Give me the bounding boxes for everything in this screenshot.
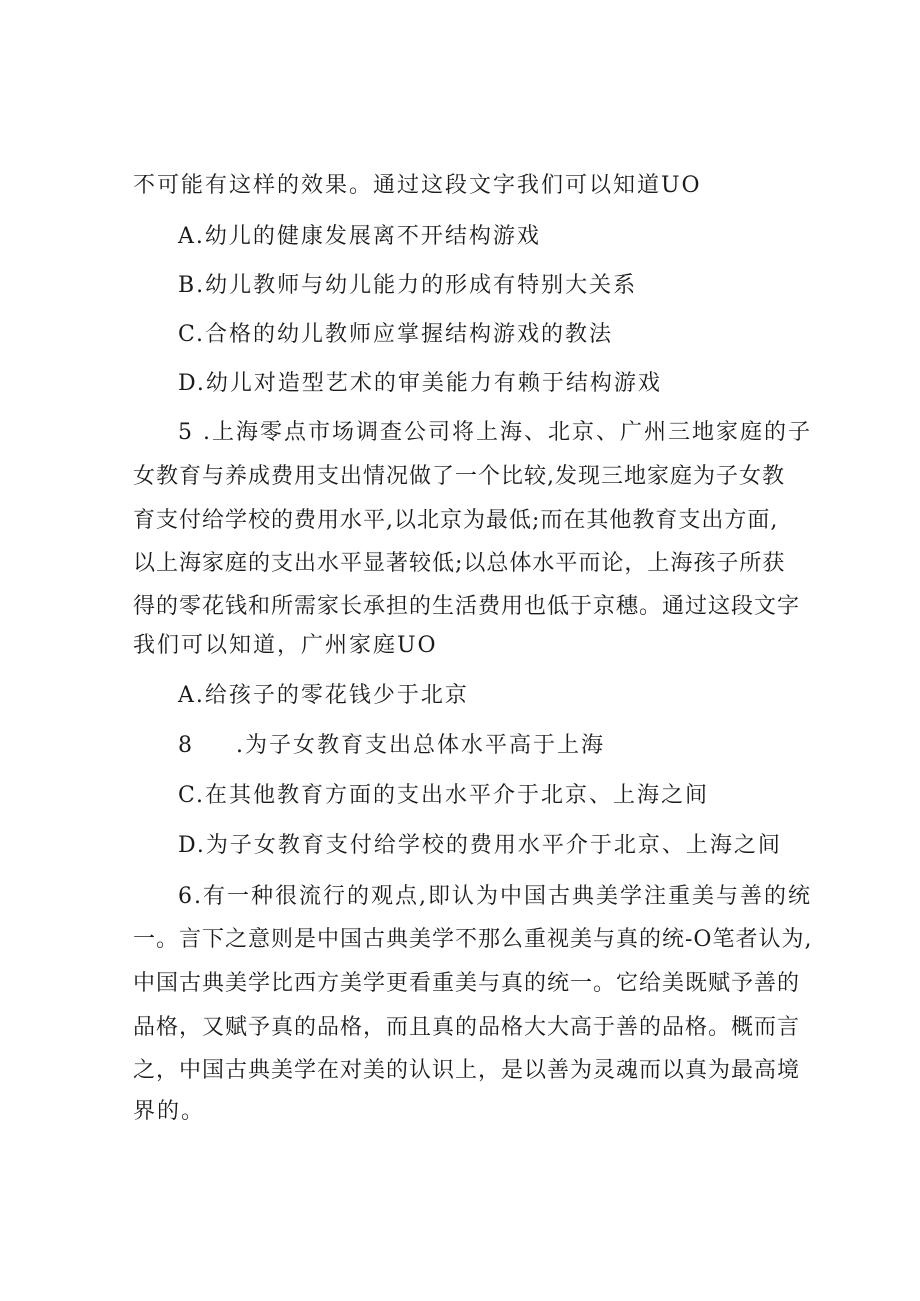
q6-line-2: 一。言下之意则是中国古典美学不那么重视美与真的统-O笔者认为, xyxy=(133,927,813,952)
q5-option-a: A.给孩子的零花钱少于北京 xyxy=(178,683,469,708)
q4-option-d: D.幼儿对造型艺术的审美能力有赖于结构游戏 xyxy=(178,371,662,396)
q5-option-d: D.为子女教育支付给学校的费用水平介于北京、上海之间 xyxy=(178,833,782,858)
q5-option-c: C.在其他教育方面的支出水平介于北京、上海之间 xyxy=(178,783,710,808)
q5-line-4: 以上海家庭的支出水平显著较低;以总体水平而论，上海孩子所获 xyxy=(133,551,786,576)
q5-option-b xyxy=(178,731,858,761)
q4-option-b: B.幼儿教师与幼儿能力的形成有特别大关系 xyxy=(178,273,638,298)
q5-line-1: 5 .上海零点市场调查公司将上海、北京、广州三地家庭的子 xyxy=(178,420,812,445)
q5-option-b-number: 8 xyxy=(178,733,194,758)
q6-line-4: 品格，又赋予真的品格，而且真的品格大大高于善的品格。概而言 xyxy=(133,1015,801,1040)
q6-line-1: 6.有一种很流行的观点,即认为中国古典美学注重美与善的统 xyxy=(178,884,812,909)
q5-option-b-text: .为子女教育支出总体水平高于上海 xyxy=(236,733,605,758)
q4-tail-text: 不可能有这样的效果。通过这段文字我们可以知道UO xyxy=(133,173,702,198)
q6-line-3: 中国古典美学比西方美学更看重美与真的统一。它给美既赋予善的 xyxy=(133,971,801,996)
q6-line-6: 界的。 xyxy=(133,1099,206,1124)
q4-option-a: A.幼儿的健康发展离不开结构游戏 xyxy=(178,224,541,249)
q4-option-c: C.合格的幼儿教师应掌握结构游戏的教法 xyxy=(178,322,614,347)
q5-line-3: 育支付给学校的费用水平,以北京为最低;而在其他教育支出方面, xyxy=(133,508,779,533)
q5-line-2: 女教育与养成费用支出情况做了一个比较,发现三地家庭为子女教 xyxy=(133,464,785,489)
q5-line-5: 得的零花钱和所需家长承担的生活费用也低于京穗。通过这段文字 xyxy=(133,594,801,619)
q6-line-5: 之，中国古典美学在对美的认识上，是以善为灵魂而以真为最高境 xyxy=(133,1058,801,1083)
q5-line-6: 我们可以知道，广州家庭UO xyxy=(133,633,438,658)
